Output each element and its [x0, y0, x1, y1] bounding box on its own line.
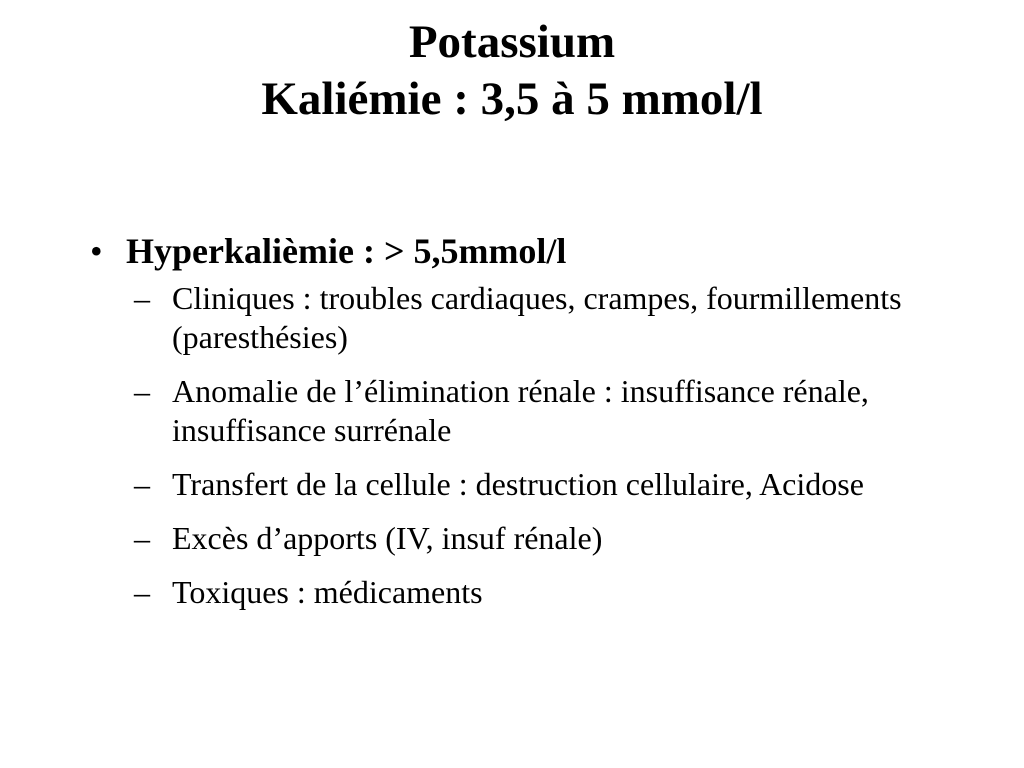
dash-mark: – [134, 373, 150, 409]
sub-item-text: Cliniques : troubles cardiaques, crampes, fourmillements (paresthésies) [172, 280, 902, 355]
dash-mark: – [134, 520, 150, 556]
title-line-1: Potassium [408, 16, 616, 68]
bullet-text: Hyperkalièmie : > 5,5mmol/l [126, 231, 567, 271]
dash-mark: – [134, 280, 150, 316]
bullet-item [90, 226, 990, 276]
title-line-2: Kaliémie : 3,5 à 5 mmol/l [261, 73, 763, 125]
sub-item [134, 465, 952, 504]
sub-item [134, 519, 952, 558]
dash-mark: – [134, 574, 150, 610]
sub-list [90, 279, 990, 612]
slide-content [90, 226, 990, 627]
sub-item-text: Toxiques : médicaments [172, 574, 483, 610]
sub-item [134, 573, 952, 612]
sub-item [134, 279, 952, 357]
slide-title [0, 14, 1024, 128]
sub-item-text: Anomalie de l’élimination rénale : insuffisance rénale, insuffisance surrénale [172, 373, 869, 448]
bullet-mark: • [90, 231, 103, 271]
dash-mark: – [134, 466, 150, 502]
sub-item [134, 372, 952, 450]
sub-item-text: Transfert de la cellule : destruction cellulaire, Acidose [172, 466, 864, 502]
sub-item-text: Excès d’apports (IV, insuf rénale) [172, 520, 603, 556]
